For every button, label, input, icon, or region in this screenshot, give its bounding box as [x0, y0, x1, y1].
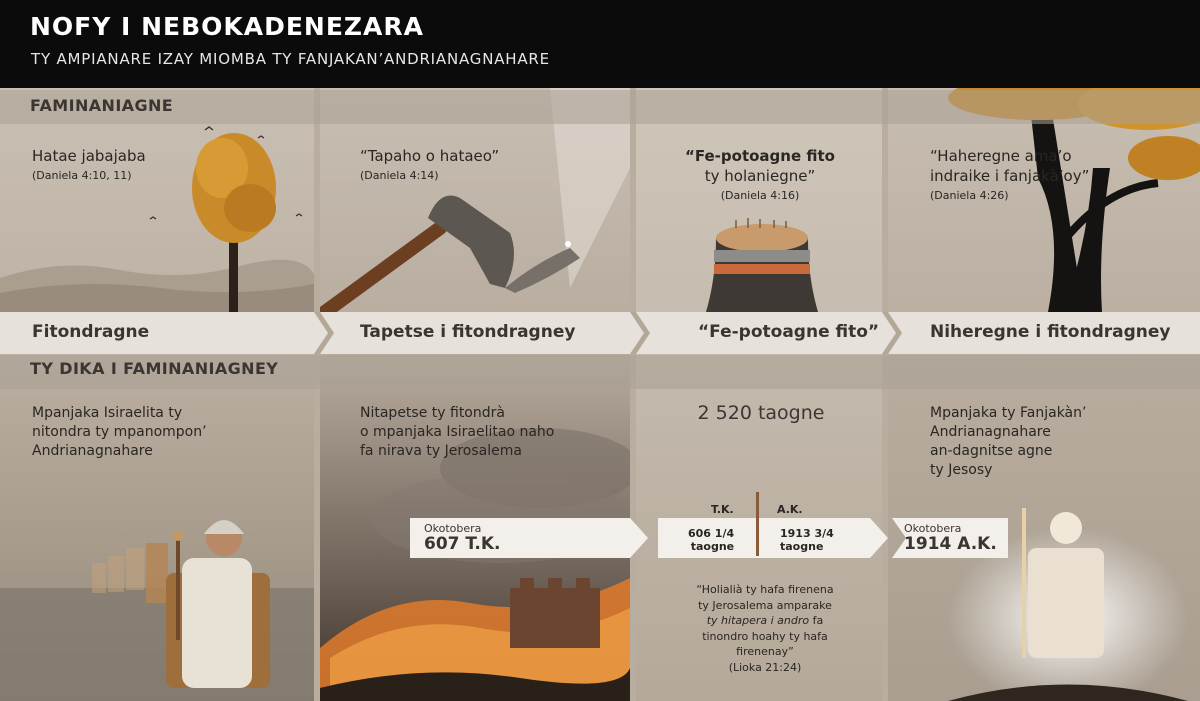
interpretation-4-line3: an-dagnitse agne — [930, 443, 1053, 459]
timeline-end-year: 1914 A.K. — [904, 534, 997, 554]
timeline-divider — [756, 492, 759, 556]
timeline-left-value-line1: 606 1/4 — [688, 527, 735, 540]
prophecy-2-text: “Tapaho o hataeo” — [360, 147, 500, 165]
timeline-right-value-line1: 1913 3/4 — [780, 527, 834, 540]
prophecy-1-text: Hatae jabajaba — [32, 147, 146, 165]
timeline-right-value — [780, 527, 834, 553]
timeline-start — [424, 522, 501, 553]
timeline-left-value — [688, 527, 734, 553]
prophecy-3-text-line1: “Fe-potoagne fito — [685, 147, 835, 165]
interpretation-1-line1: Mpanjaka Isiraelita ty — [32, 405, 183, 421]
interpretation-2-line2: o mpanjaka Isiraelitao naho — [360, 424, 555, 440]
timeline-right-value-line2: taogne — [780, 540, 824, 553]
prophecy-4-text-line2: indraike i fanjakà’oy” — [930, 167, 1090, 185]
stage-rule: Fitondragne — [32, 322, 150, 342]
stage-seven-times: “Fe-potoagne fito” — [698, 322, 880, 342]
prophecy-heading: FAMINANIAGNE — [30, 96, 174, 115]
stage-cut-down: Tapetse i fitondragney — [360, 322, 576, 342]
interpretation-2-line3: fa nirava ty Jerosalema — [360, 443, 522, 459]
luke-quote-line3-italic: ty hitapera i andro — [706, 614, 810, 627]
timeline-start-year: 607 T.K. — [424, 534, 501, 554]
luke-quote — [664, 582, 866, 675]
stage-restored: Niheregne i fitondragney — [930, 322, 1171, 342]
interpretation-1-line2: nitondra ty mpanompon’ — [32, 424, 207, 440]
timeline-years: 2 520 taogne — [697, 402, 825, 424]
interpretation-heading: TY DIKA I FAMINANIAGNEY — [30, 359, 279, 378]
page-subtitle: TY AMPIANARE IZAY MIOMBA TY FANJAKAN’ANDRIANAGNAHARE — [31, 50, 550, 68]
luke-quote-line3-rest: fa — [809, 614, 824, 627]
prophecy-4-text-line1: “Haheregne ama’o — [930, 147, 1072, 165]
interpretation-2-line1: Nitapetse ty fitondrà — [360, 405, 505, 421]
interpretation-4-line4: ty Jesosy — [930, 462, 993, 478]
timeline-start-month: Okotobera — [424, 522, 482, 535]
page-title: NOFY I NEBOKADENEZARA — [30, 12, 424, 41]
prophecy-2-ref: (Daniela 4:14) — [360, 169, 439, 182]
prophecy-3-ref: (Daniela 4:16) — [720, 189, 800, 202]
luke-quote-line1: “Holialià ty hafa firenena — [696, 583, 834, 596]
prophecy-3-text-line2: ty holaniegne” — [704, 167, 816, 185]
timeline-left-value-line2: taogne — [690, 540, 735, 553]
luke-quote-line2: ty Jerosalema amparake — [698, 598, 832, 612]
timeline-end-month: Okotobera — [904, 522, 962, 535]
prophecy-1-ref: (Daniela 4:10, 11) — [32, 169, 132, 182]
interpretation-1-line3: Andrianagnahare — [32, 443, 153, 459]
luke-quote-line4: tinondro hoahy ty hafa — [702, 629, 828, 643]
luke-quote-ref: (Lioka 21:24) — [728, 660, 802, 674]
luke-quote-line5: firenenay” — [736, 645, 794, 658]
luke-quote-line3 — [664, 613, 866, 629]
prophecy-4-ref: (Daniela 4:26) — [930, 189, 1009, 202]
interpretation-4-line2: Andrianagnahare — [930, 424, 1051, 440]
interpretation-4-line1: Mpanjaka ty Fanjakàn’ — [930, 405, 1087, 421]
timeline-end — [904, 522, 997, 553]
timeline-ak-label: A.K. — [777, 503, 803, 516]
timeline-tk-label: T.K. — [711, 503, 734, 516]
